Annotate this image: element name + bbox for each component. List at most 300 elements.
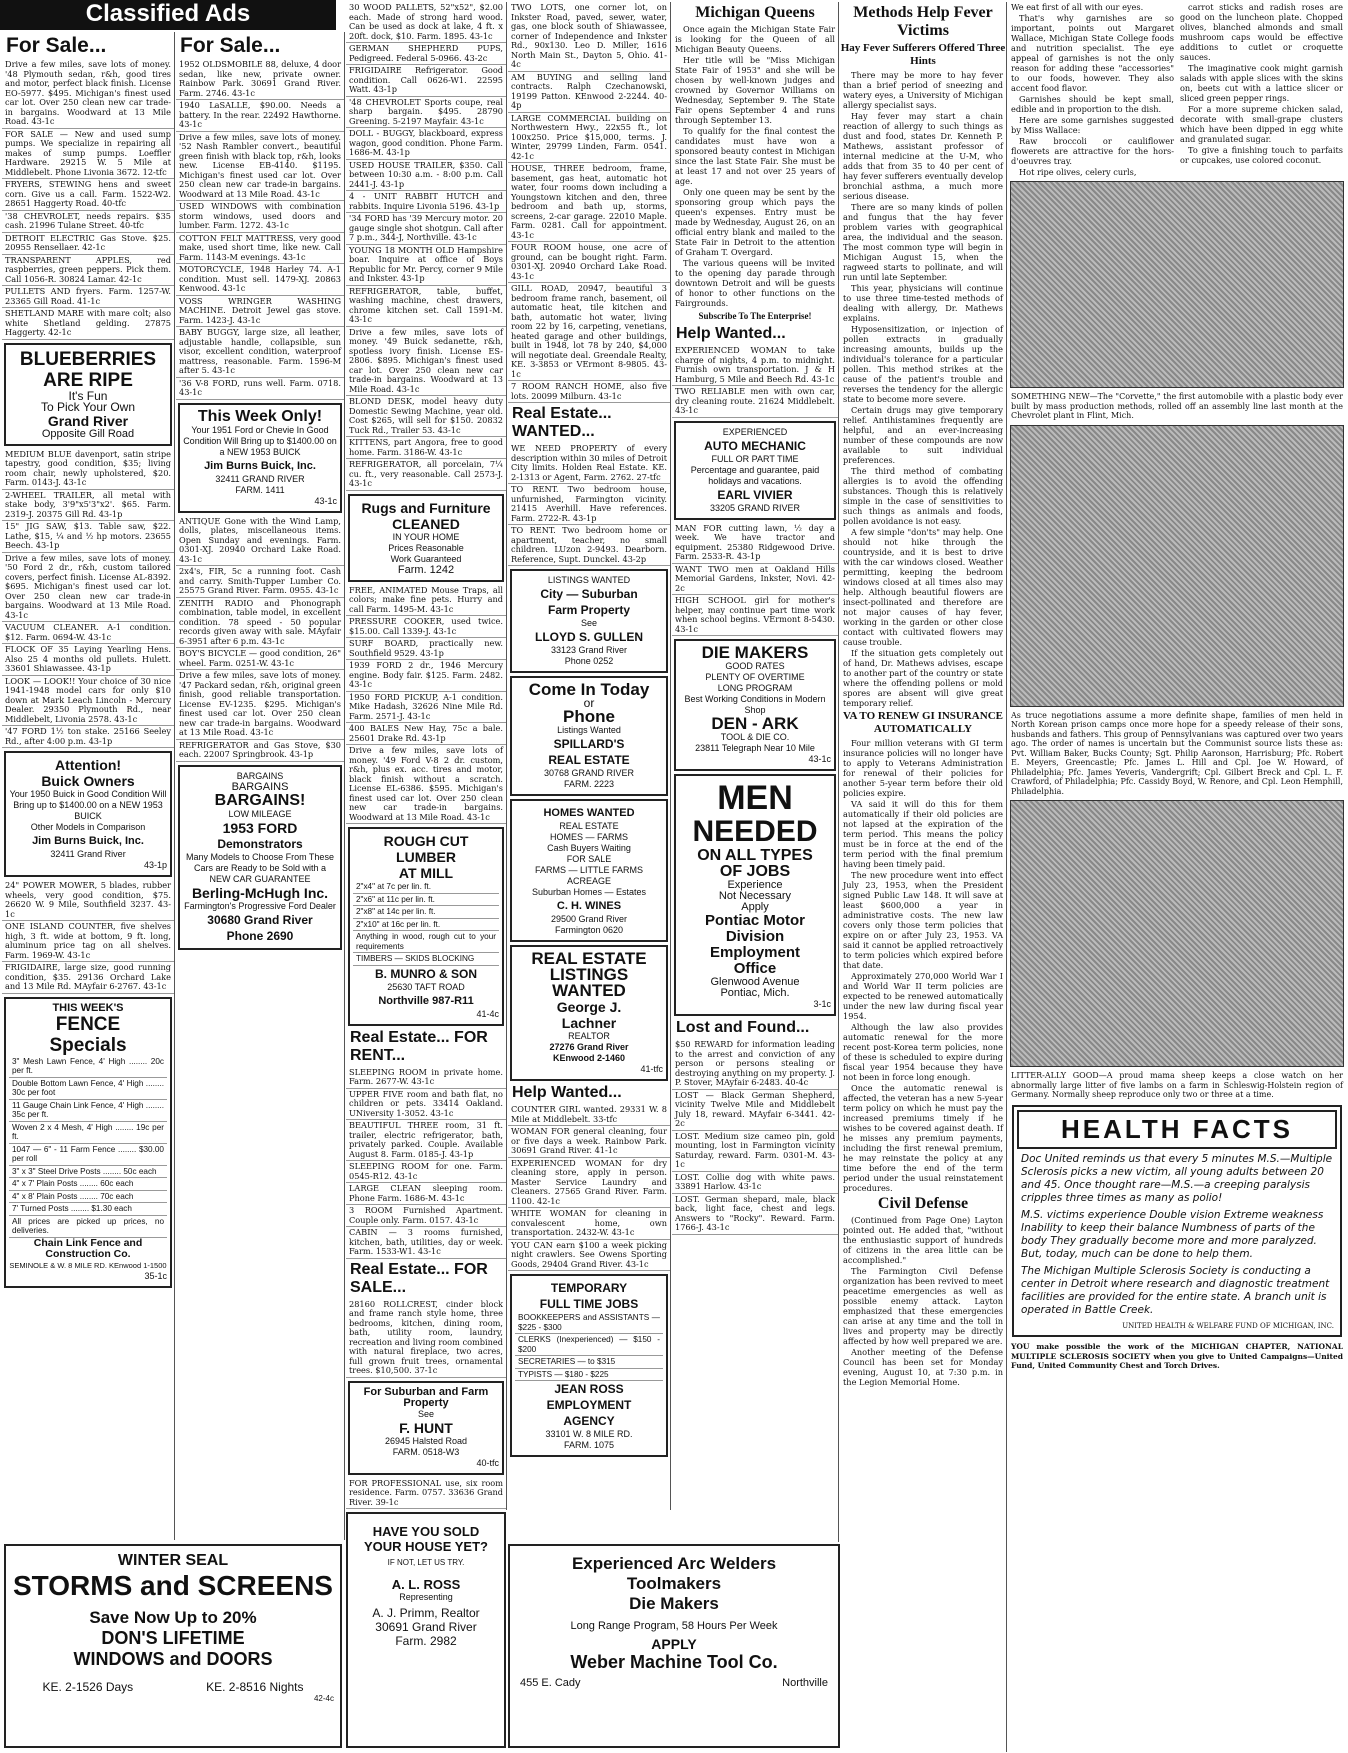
- ad-text: FOR SALE: [566, 854, 612, 864]
- classified-ad: WHITE WOMAN for cleaning in convalescent home, own transportation. 2432-W. 43-1c: [508, 1208, 670, 1240]
- story-paragraph: Hay fever may start a chain reaction of allergy to such things as dust and food, states Dr. Kenneth P. Mathews, assistant professor of internal medicine at the U-M, who adds that from 35 to 40 per cent of hay fever sufferers eventually develop bronchial asthma, a much more serious disease.: [843, 111, 1003, 201]
- story-paragraph: Another meeting of the Defense Council has been set for Monday evening, August 10, at 7:30 p.m. in the Legion Memorial Home.: [843, 1347, 1003, 1387]
- ad-text: 32411 GRAND RIVER: [215, 473, 305, 484]
- ad-headline: BARGAINS!: [214, 791, 306, 809]
- classified-ad: MEDIUM BLUE davenport, satin stripe tapestry, good condition, $35; living room chair, newly upholstered, $20. Farm. 0143-J. 43-1c: [2, 449, 174, 490]
- ad-text: LOW MILEAGE: [228, 808, 292, 819]
- story-body: [672, 24, 838, 308]
- ad-headline: Pontiac Motor: [705, 912, 805, 929]
- ad-list: [176, 516, 344, 762]
- classified-ad: 400 BALES New Hay, 75c a bale. 25601 Drake Rd. 43-1p: [346, 723, 506, 745]
- classified-ad: TO RENT. Two bedroom house, unfurnished, Farmington vicinity. 21415 Averhill. Have references. Farm. 2722-R. 43-1p: [508, 484, 670, 525]
- classified-ad: WOMAN FOR general cleaning, four or five days a week. Rainbow Park. 30691 Grand River. 41-1c: [508, 1126, 670, 1158]
- ad-text: Best Working Conditions in Modern Shop: [684, 694, 826, 715]
- classified-ad: LOST. Medium size cameo pin, gold mounting, lost in Farmington vicinity Saturday, reward. Farm. 0301-M. 43-1c: [672, 1131, 838, 1172]
- classified-ad: FOUR ROOM house, one acre of ground, can be bought right. Farm. 0301-XJ. 20940 Orchard Lake Road. 43-1c: [508, 242, 670, 283]
- ad-headline: MEN: [717, 779, 793, 817]
- ad-text: 30680 Grand River: [207, 912, 313, 927]
- price-item: 7' Turned Posts ........ $1.30 each: [9, 1203, 167, 1216]
- classified-ad: KITTENS, part Angora, free to good home. Farm. 3186-W. 43-1c: [346, 437, 506, 459]
- lachner-listings-ad: [510, 945, 668, 1081]
- ad-code: 42-4c: [313, 1694, 334, 1703]
- classified-ad: 1952 OLDSMOBILE 88, deluxe, 4 door sedan, like new, private owner. Rainbow Park. 30691 Grand River. Farm. 2746. 43-1c: [176, 59, 344, 100]
- ad-text: Glenwood Avenue: [710, 976, 800, 988]
- story-headline: VA TO RENEW GI INSURANCE AUTOMATICALLY: [843, 710, 1003, 735]
- ad-text: 32411 Grand River: [50, 849, 126, 859]
- classified-ad: COUNTER GIRL wanted. 29331 W. 8 Mile at Middlebelt. 33-tfc: [508, 1104, 670, 1126]
- story-paragraph: Once the automatic renewal is affected, the veteran has a new 5-year term policy on which he must pay the increased premiums timely if he wishes to be covered against death. If he misses any premium payments, including the first renewal premium, he may reinstate the policy at any time before the end of the term period under the usual reinstatement procedures.: [843, 1083, 1003, 1193]
- price-item: SECRETARIES — to $315: [515, 1356, 663, 1369]
- health-credit: UNITED HEALTH & WELFARE FUND OF MICHIGAN, INC.: [1122, 1321, 1334, 1330]
- men-needed-ad: [674, 774, 836, 1016]
- ad-code: 43-1p: [143, 860, 167, 870]
- buick-owners-ad: [4, 751, 172, 877]
- section-header-help-wanted: Help Wanted...: [676, 325, 786, 342]
- ad-text: Prices Reasonable: [388, 542, 464, 553]
- classified-ad: '38 CHEVROLET, needs repairs. $35 cash. 21996 Tulane Street. 40-tfc: [2, 211, 174, 233]
- ad-headline: STORMS and SCREENS: [13, 1570, 333, 1601]
- ad-text: Long Range Program, 58 Hours Per Week: [570, 1620, 778, 1632]
- rough-cut-lumber-ad: [348, 827, 504, 1026]
- section-header-real-estate-wanted: Real Estate... WANTED...: [512, 405, 612, 440]
- price-item: Woven 2 x 4 Mesh, 4' High ........ 19c per ft.: [9, 1122, 167, 1144]
- classified-ad: 15" JIG SAW, $13. Table saw, $22. Lathe, $15, ¼ and ½ hp motors. 23655 Beech. 43-1p: [2, 521, 174, 553]
- ad-text: Northville 987-R11: [378, 994, 474, 1007]
- ad-text: Northville: [782, 1677, 828, 1689]
- story-paragraph: Her title will be "Miss Michigan State Fair of 1953" and she will be chosen by well-known judges and crowned by Governor Williams on Wednesday, September 9. The State Fair opens September 4 and runs through September 13.: [675, 55, 835, 125]
- story-headline: Methods Help Fever Victims: [853, 4, 993, 39]
- story-paragraph: A few simple "don'ts" may help. One should not hike through the countryside, and it is best to drive with the car windows closed. Weather permitting, keeping the bedroom windows closed at all times also may help. Although beautiful flowers are insect-pollinated and therefore are not major causes of hay fever, working in the garden or other close contact with cultivated flowers may cause trouble.: [843, 527, 1003, 647]
- ad-text: 30691 Grand River: [375, 1620, 477, 1634]
- ad-text: Suburban Homes — Estates: [531, 887, 647, 897]
- classified-ad: GILL ROAD, 20947, beautiful 3 bedroom frame ranch, basement, oil automatic heat, tile kitchen and bath, automatic hot water, living room 22 by 16, carpeting, venetians, heated garage and other buildings, built in 1948, lot 78 by 240, $4,000 will negotiate deal. Greendale Realty, KE. 3-3853 or VErmont 8-9805. 43-1c: [508, 283, 670, 381]
- ad-text: C. H. WINES: [556, 900, 622, 912]
- classified-ad: FREE, ANIMATED Mouse Traps, all colors; make fine pets. Hurry and call Farm. 1495-M. 43-1c: [346, 585, 506, 617]
- ad-headline: Weber Machine Tool Co.: [570, 1652, 778, 1672]
- corvette-photo: [1010, 181, 1344, 388]
- die-makers-ad: [674, 639, 836, 771]
- classified-ad: PULLETS AND fryers. Farm. 1257-W. 23365 Gill Road. 41-1c: [2, 286, 174, 308]
- ad-text: LONG PROGRAM: [717, 683, 793, 693]
- ad-headline: Division: [725, 928, 785, 945]
- ad-text: REAL ESTATE: [548, 753, 630, 767]
- ad-list: [346, 2, 506, 491]
- wines-homes-ad: [510, 799, 668, 942]
- story-paragraph: If the situation gets completely out of hand, Dr. Mathews advises, escape to another part of the country or state where the offending pollens or mold spores are absent will give great temporary relief.: [843, 648, 1003, 708]
- ad-list: [672, 523, 838, 637]
- story-paragraph: The third method of combating allergies is to avoid the offending substances. Though this is relatively simple in the case of sensitivities to such things as animals and foods, pollen avoidance is not easy.: [843, 466, 1003, 526]
- classified-ad: TO RENT. Two bedroom home or apartment, teacher, no small children. LUzon 2-9493. Dearborn. Reference, Supt. Dunckel. 43-2p: [508, 525, 670, 566]
- ad-headline: CLEANED: [392, 515, 460, 532]
- masthead-title: Classified Ads: [85, 0, 251, 27]
- ad-list: [346, 1299, 506, 1378]
- ad-text: AGENCY: [563, 1414, 615, 1428]
- classified-ad: VACUUM CLEANER. A-1 condition. $12. Farm. 0694-W. 43-1c: [2, 622, 174, 644]
- ad-list: [2, 449, 174, 749]
- health-text: M.S. victims experience Double vision Extreme weakness Inability to keep their balance Numbness of parts of the body They gradually become more and more paralyzed. But, today, much can be done to help them.: [1021, 1208, 1324, 1260]
- ad-text: Your 1950 Buick in Good Condition Will Bring up to $1400.00 on a NEW 1953 BUICK: [9, 789, 167, 821]
- classified-ad: MAN FOR cutting lawn, ½ day a week. We have tractor and equipment. 25380 Ridgewood Drive. Farm. 2533-R. 43-1p: [672, 523, 838, 564]
- column-1: [2, 32, 175, 1540]
- ad-code: 35-1c: [144, 1270, 167, 1281]
- ad-text: PLENTY OF OVERTIME: [705, 672, 805, 682]
- ad-text: Cash Buyers Waiting: [547, 843, 631, 853]
- story-paragraph: Once again the Michigan State Fair is looking for the Queen of all Michigan Beauty Queens.: [675, 24, 835, 54]
- classified-ad: ANTIQUE Gone with the Wind Lamp, dolls, plates, miscellaneous items. Open Sunday and evenings. Farm. 0301-XJ. 20940 Orchard Lake Road. 43-1c: [176, 516, 344, 567]
- ad-headline: FENCE: [55, 1013, 121, 1035]
- ad-headline: Employment: [709, 944, 800, 961]
- story-text: We eat first of all with our eyes.: [1011, 2, 1144, 12]
- ad-code: 3-1c: [813, 999, 831, 1009]
- ad-headline: YOUR HOUSE YET?: [363, 1539, 488, 1554]
- ad-text: SPILLARD'S: [553, 737, 625, 751]
- blueberries-ad: [4, 343, 172, 446]
- story-paragraph: (Continued from Page One) Layton pointed out. He added that, "without the enthusiastic support of hundreds of citizens in the area little can be accomplished.": [843, 1215, 1003, 1265]
- price-item: 4" x 7' Plain Posts ........ 60c each: [9, 1178, 167, 1191]
- classified-ad: ONE ISLAND COUNTER, five shelves high, 3 ft. wide at bottom, 9 ft. long, aluminum price tag on all shelves. Farm. 1969-W. 43-1c: [2, 921, 174, 962]
- ad-text: 26945 Halsted Road: [384, 1435, 468, 1446]
- story-headline: Michigan Queens: [695, 4, 815, 21]
- classified-ad: 3 ROOM Furnished Apartment. Couple only. Farm. 0157. 43-1c: [346, 1205, 506, 1227]
- classified-ad: BABY BUGGY, large size, all leather, adjustable handle, collapsible, sun visor, excellent condition, waterproof mattress, reasonable. Farm. 1596-M after 5. 43-1c: [176, 327, 344, 378]
- section-header-for-sale: For Sale...: [6, 34, 107, 57]
- photo-caption: LITTER-ALLY GOOD—A proud mama sheep keeps a close watch on her abnormally large litter of five lambs on a farm in Schleswig-Holstein region of Germany. Normally sheep reproduce only two or three at a time.: [1011, 1071, 1343, 1099]
- ad-text: REALTOR: [568, 1031, 610, 1041]
- story-paragraph: carrot sticks and radish roses are good on the luncheon plate. Chopped olives, blanched almonds and small mushroom caps would be effective additions to cutlet or croquette sauces.: [1180, 2, 1343, 62]
- classified-ad: 2-WHEEL TRAILER, all metal with stake body, 3'9"x5'3"x2'. $65. Farm. 2319-J. 20375 Gill Rd. 43-1p: [2, 490, 174, 522]
- section-header-real-estate-for-rent: Real Estate... FOR RENT...: [350, 1028, 488, 1064]
- classified-ad: EXPERIENCED WOMAN to take charge of nights, 4 p.m. to midnight. Furnish own transportation. J & H Hamburg, 5 Mile and Beech Rd. 43-1c: [672, 345, 838, 386]
- story-paragraph: There are so many kinds of pollen and fungus that the hay fever problem varies with geographical area, the individual and the season. The most common type will begin in Michigan August 15, when the ragweed starts to pollinate, and will run until late September.: [843, 202, 1003, 282]
- classified-ad: '34 FORD has '39 Mercury motor. 20 gauge single shot shotgun. Call after 7 p.m., 344-J, Northville. 43-1c: [346, 213, 506, 245]
- health-text: The Michigan Multiple Sclerosis Society is conducting a center in Detroit where research and diagnostic treatment facilities are provided for the entire state. A branch unit is operated in Battle Creek.: [1021, 1264, 1330, 1316]
- ad-list: [346, 1478, 506, 1510]
- story-paragraph: The various queens will be invited to the opening day parade through downtown Detroit and will be guests of honor to other functions on the Fairgrounds.: [675, 258, 835, 308]
- health-facts-title: HEALTH FACTS: [1017, 1110, 1337, 1149]
- prisoners-photo: [1010, 425, 1344, 707]
- classified-ad: TWO LOTS, one corner lot, on Inkster Road, paved, sewer, water, gas, one block south of Shiawassee, corner of Independence and Inkster Rd., 90x130. Leo D. Miller, 1616 North Main St., Dayton 5, Ohio. 41-4c: [508, 2, 670, 72]
- classified-ad: TWO RELIABLE men with own car, dry cleaning route. 21624 Middlebelt. 43-1c: [672, 386, 838, 418]
- column-2: [176, 32, 345, 1540]
- ad-code: 41-4c: [476, 1008, 499, 1019]
- ad-text: 25630 TAFT ROAD: [387, 981, 465, 992]
- story-paragraph: Here are some garnishes suggested by Miss Wallace:: [1011, 115, 1174, 135]
- ad-text: 455 E. Cady: [520, 1677, 581, 1689]
- ad-text: Save Now Up to 20%: [89, 1608, 257, 1627]
- story-paragraph: Approximately 270,000 World War I and World War II term policies are expected to be renewed automatically under the new law during fiscal year 1954.: [843, 971, 1003, 1021]
- ad-headline: Office: [733, 960, 777, 977]
- ad-text: B. MUNRO & SON: [375, 966, 477, 981]
- ad-text: KE. 2-1526 Days: [42, 1680, 134, 1694]
- ad-headline: 1953 FORD: [222, 819, 298, 836]
- ad-text: HOMES WANTED: [543, 807, 635, 819]
- ad-code: 40-tfc: [476, 1457, 499, 1468]
- health-facts-panel: [1012, 1105, 1342, 1338]
- classified-ad: Drive a few miles, save lots of money. '49 Buick sedanette, r&h, spotless ivory finish. License ES-2806. $895. Michigan's finest used car lot. Over 250 clean new car trade-in bargains. Woodward at 13 Mile Road. 43-1c: [346, 327, 506, 397]
- classified-ad: HOUSE, THREE bedroom, frame, basement, gas heat, automatic hot water, four rooms down including a Youngstown kitchen and den, three bedroom and bath up, storms, screens, 2-car garage. 22010 Maple. Farm. 0281. Call for appointment. 43-1c: [508, 163, 670, 242]
- ad-text: Not Necessary: [718, 890, 792, 902]
- price-item: BOOKKEEPERS and ASSISTANTS — $225 - $300: [515, 1312, 663, 1334]
- classified-ad: Drive a few miles, save lots of money. '50 Ford 2 dr., r&h, custom tailored covers, perfect finish. License AL-8392. $695. Michigan's finest used car lot. Over 250 clean new car trade-in bargains. Woodward at 13 Mile Road. 43-1c: [2, 553, 174, 623]
- ad-text: To Pick Your Own: [40, 399, 136, 414]
- ad-text: 33101 W. 8 MILE RD.: [545, 1429, 633, 1439]
- ad-text: Phone 2690: [226, 928, 294, 943]
- ad-text: FULL OR PART TIME: [711, 453, 799, 464]
- ad-text: See: [417, 1408, 434, 1419]
- this-week-only-ad: [178, 403, 342, 513]
- ad-text: EARL VIVIER: [717, 487, 793, 502]
- classified-ad: DETROIT ELECTRIC Gas Stove. $25. 20955 Rensellaer. 42-1c: [2, 233, 174, 255]
- ad-headline: TEMPORARY: [550, 1281, 628, 1295]
- ad-text: Farm. 1242: [397, 563, 455, 576]
- classified-ad: 2x4's, FIR, 5c a running foot. Cash and carry. Smith-Tupper Lumber Co. 25575 Grand River. Farm. 0955. 43-1c: [176, 566, 344, 598]
- ad-code: 43-1c: [808, 754, 831, 764]
- classified-ad: SLEEPING ROOM in private home. Farm. 2677-W. 43-1c: [346, 1067, 506, 1089]
- ad-headline: OF JOBS: [719, 863, 791, 880]
- ad-list: [176, 59, 344, 400]
- ad-text: TOOL & DIE CO.: [720, 732, 790, 742]
- classified-ad: LARGE COMMERCIAL building on Northwestern Hwy., 22x55 ft., lot 100x250. Price $15,000, terms. J. Winter, 29799 Linden, Farm. 0541. 42-1c: [508, 113, 670, 164]
- ad-headline: BLUEBERRIES: [19, 348, 157, 370]
- price-item: 4" x 8' Plain Posts ........ 70c each: [9, 1191, 167, 1204]
- ad-headline: Buick Owners: [41, 773, 135, 789]
- story-paragraph: Garnishes should be kept small, edible and in proportion to the dish.: [1011, 94, 1174, 114]
- ad-headline: Attention!: [54, 757, 122, 773]
- ad-headline: Phone: [563, 707, 615, 726]
- ad-list: [346, 585, 506, 825]
- classified-ad: SURF BOARD, practically new. Southfield 9529. 43-1p: [346, 638, 506, 660]
- classified-ad: FRYERS, STEWING hens and sweet corn. Give us a call. Farm. 1522-W2. 28651 Haggerty Road. 40-tfc: [2, 179, 174, 211]
- classified-ad: CABIN — 3 rooms furnished, kitchen, bath, utilities, day or week. Farm. 1533-W1. 43-1c: [346, 1227, 506, 1259]
- ad-text: Phone 0252: [564, 656, 614, 666]
- classified-ad: FOR SALE — New and used sump pumps. We specialize in repairing all makes of sump pumps. Loeffler Hardware. 29215 W. 5 Mile at Middlebelt. Phone Livonia 3672. 12-tfc: [2, 129, 174, 180]
- ad-headline: Die Makers: [629, 1594, 719, 1613]
- ad-text: Farm Property: [547, 603, 631, 617]
- classified-ad: AM BUYING and selling land contracts. Ralph Czechanowski, 19199 Patton. KEnwood 2-2244. 40-4p: [508, 72, 670, 113]
- column-7: [1008, 2, 1346, 1752]
- ad-text: THIS WEEK'S: [52, 1001, 124, 1014]
- rugs-cleaned-ad: [348, 494, 504, 582]
- classified-ad: ZENITH RADIO and Phonograph combination, table model, in excellent condition. 78 speed - 50 popular records given away with sale. MAyfair 6-3951 after 6 p.m. 43-1c: [176, 598, 344, 649]
- ad-headline: WINDOWS and DOORS: [73, 1649, 273, 1669]
- classified-ad: LOST. German shepard, male, black back, light face, chest and legs. Answers to "Rocky". Reward. Farm. 1766-J. 43-1c: [672, 1194, 838, 1235]
- ad-headline: AUTO MECHANIC: [704, 438, 806, 453]
- price-item: 3" x 3" Steel Drive Posts ........ 50c each: [9, 1166, 167, 1179]
- column-3: [346, 2, 507, 1510]
- ad-text: 27276 Grand River: [549, 1042, 629, 1052]
- bargains-ad: [178, 765, 342, 950]
- ad-headline: DIE MAKERS: [701, 643, 809, 662]
- ad-headline: FULL TIME JOBS: [539, 1297, 639, 1311]
- photo-caption: As truce negotiations assume a more definite shape, families of men held in North Korean prison camps once more hope for a speedy release of their sons, husbands and fathers. This group of Pennsylvanians was captured over two years ago. The order of names is uncertain but the Communist source lists these as: Pvt. William Baker, Bucks County; Sgt. Philip Aaronson, Harrisburg; Pfc. Robert E. Meyers, Greencastle; Pfc. James L. Hill and Cpl. Joe W. Howard, of Philadelphia; Pfc. James Yeveris, Vandergrift; Cpl. Gilbert Breck and Cpl. L. F. Crawford, of Philadelphia; Pfc. Cassidy Boyd, W. Renore, and Cpl. Leon Hemphill, Philadelphia.: [1011, 710, 1343, 796]
- storms-screens-ad: [4, 1544, 342, 1748]
- ad-text: FARM. 0518-W3: [392, 1446, 460, 1457]
- ad-text: 29500 Grand River: [550, 914, 628, 924]
- garnish-story: [1008, 2, 1346, 178]
- spillard-real-estate-ad: [510, 676, 668, 796]
- ad-headline: AT MILL: [398, 865, 454, 881]
- classified-ad: WANT TWO men at Oakland Hills Memorial Gardens, Inkster, Novi. 42-2c: [672, 564, 838, 596]
- fence-specials-ad: [4, 997, 172, 1288]
- classified-ad: 24" POWER MOWER, 5 blades, rubber wheels, very good condition, $75. 26620 W. 9 Mile, Southfield 3237. 43-1c: [2, 880, 174, 921]
- classified-ad: 4 - UNIT RABBIT HUTCH and rabbits. Inquire Livonia 5196. 43-1p: [346, 191, 506, 213]
- health-footer: YOU make possible the work of the MICHIGAN CHAPTER, NATIONAL MULTIPLE SCLEROSIS SOCIETY when you give to United Campaigns—United Fund, United Community Chest and Torch Drives.: [1011, 1342, 1343, 1370]
- classified-ad: '47 FORD 1½ ton stake. 25166 Seeley Rd., after 4:00 p.m. 43-1p: [2, 726, 174, 748]
- ad-text: Pontiac, Mich.: [720, 987, 790, 999]
- ad-headline: Specials: [49, 1034, 127, 1056]
- ad-text: NEW CAR GUARANTEE: [209, 873, 311, 884]
- ad-text: Chain Link Fence and Construction Co.: [33, 1236, 143, 1260]
- classified-ad: UPPER FIVE room and bath flat, no children or pets. 33414 Oakland. UNiversity 1-3052. 43-1c: [346, 1089, 506, 1121]
- classified-ad: GERMAN SHEPHERD PUPS, Pedigreed. Federal 5-0966. 43-2c: [346, 43, 506, 65]
- ad-text: See: [580, 618, 597, 628]
- ad-text: Your 1951 Ford or Chevie In Good Condition Will Bring up to $1400.00 on a NEW 1953 BUICK: [183, 424, 337, 457]
- classified-ad: BOY'S BICYCLE — good condition, 26" wheel. Farm. 0251-W. 43-1c: [176, 648, 344, 670]
- ad-text: Farmington 0620: [554, 925, 624, 935]
- story-paragraph: Hot ripe olives, celery curls,: [1019, 167, 1137, 177]
- ad-headline: LUMBER: [396, 849, 456, 865]
- story-paragraph: Raw broccoli or cauliflower flowerets are attractive for the hors-d'oeuvres tray.: [1011, 136, 1174, 166]
- ad-list: [672, 1039, 838, 1235]
- ad-headline: WINTER SEAL: [117, 1552, 229, 1569]
- section-header-real-estate-for-sale: Real Estate... FOR SALE...: [350, 1260, 488, 1296]
- ad-headline: Toolmakers: [626, 1574, 722, 1593]
- ad-text: 33123 Grand River: [550, 645, 628, 655]
- classified-ad: YOUNG 18 MONTH OLD Hampshire boar. Inquire at office of Boys Republic for Mr. Percy, corner 9 Mile and Inkster. 43-1p: [346, 245, 506, 286]
- ad-text: REAL ESTATE: [559, 821, 619, 831]
- ad-list: [508, 443, 670, 566]
- story-paragraph: To qualify for the final contest the candidates must have won a sponsored beauty contest in Michigan since the last State Fair. She must be at least 17 and not over 25 years of age.: [675, 126, 835, 186]
- story-paragraph: This year, physicians will continue to use three time-tested methods of dealing with allergy, Dr. Mathews explains.: [843, 283, 1003, 323]
- classified-ad: BLOND DESK, model heavy duty Domestic Sewing Machine, year old. Cost $265, will sell for $150. 20832 Tuck Rd., Trailer 53. 43-1c: [346, 396, 506, 437]
- ad-headline: Grand River: [47, 412, 129, 429]
- ad-list: [508, 2, 670, 403]
- ad-headline: NEEDED: [692, 815, 818, 848]
- ad-code: 43-1c: [314, 495, 337, 506]
- classified-ad: PRESSURE COOKER, used twice. $15.00. Call 1339-J. 43-1c: [346, 616, 506, 638]
- ad-text: or: [583, 696, 595, 710]
- ad-text: KEnwood 2-1460: [552, 1053, 626, 1063]
- classified-ad: DOLL - BUGGY, blackboard, express wagon, good condition. Phone Farm. 1686-M. 43-1p: [346, 128, 506, 160]
- classified-ad: Drive a few miles, save lots of money. '47 Packard sedan, r&h, original green finish, good reliable transportation. License EV-1235. $295. Michigan's finest used car lot. Over 250 clean new car trade-in bargains. Woodward at 13 Mile Road. 43-1c: [176, 670, 344, 740]
- ad-list: [672, 345, 838, 418]
- ad-list: [2, 59, 174, 340]
- ad-headline: WANTED: [552, 981, 626, 1000]
- weber-machine-ad: [508, 1544, 840, 1748]
- ad-text: ACREAGE: [566, 876, 611, 886]
- classified-ad: REFRIGERATOR, table, buffet, washing machine, chest drawers, chrome kitchen set. Call 1591-M. 43-1c: [346, 286, 506, 327]
- ad-text: EXPERIENCED: [722, 426, 788, 437]
- price-item: TIMBERS — SKIDS BLOCKING: [353, 953, 499, 966]
- price-item: 2"x8" at 14c per lin. ft.: [353, 906, 499, 919]
- ad-text: Opposite Gill Road: [41, 427, 135, 440]
- ad-headline: ROUGH CUT: [383, 833, 469, 849]
- ad-text: Farmington's Progressive Ford Dealer: [184, 900, 336, 911]
- ad-headline: LISTINGS: [549, 965, 629, 984]
- price-item: 11 Gauge Chain Link Fence, 4' High ........ 35c per ft.: [9, 1100, 167, 1122]
- auto-mechanic-ad: [674, 421, 836, 520]
- ad-text: Apply: [741, 901, 769, 913]
- story-body: [840, 1215, 1006, 1387]
- ad-text: KE. 2-8516 Nights: [206, 1680, 304, 1694]
- story-headline: Civil Defense: [877, 1195, 969, 1212]
- ad-text: For Suburban and Farm Property: [363, 1385, 489, 1409]
- sheep-photo: [1010, 800, 1344, 1067]
- ad-list: [508, 1104, 670, 1271]
- ad-text: FARMS — LITTLE FARMS: [534, 865, 644, 875]
- classified-ad: Drive a few miles, save lots of money. '52 Nash Rambler convert., beautiful green finish with black top, r&h, looks new. License EB-4140. $1195. Michigan's finest used car lot. Over 250 clean new car trade-in bargains. Woodward at 13 Mile Road. 43-1c: [176, 132, 344, 202]
- classified-ad: WE NEED PROPERTY of every description within 30 miles of Detroit City limits. Holden Real Estate. KE. 2-1313 or Agent, Farm. 2762. 27-tfc: [508, 443, 670, 484]
- story-paragraph: Certain drugs may give temporary relief. Antihistamines frequently are helpful, and an ever-increasing number of these compounds are now available to suit individual preferences.: [843, 405, 1003, 465]
- ad-text: City — Suburban: [540, 587, 638, 601]
- ad-text: It's Fun: [68, 388, 108, 403]
- classified-ad: SHETLAND MARE with mare colt; also white Shetland gelding. 27875 Haggerty. 42-1c: [2, 308, 174, 340]
- classified-ad: 30 WOOD PALLETS, 52"x52", $2.00 each. Made of strong hard wood. Can be used as dock at lake, 4 ft. x 20ft. dock, $10. Farm. 1895. 43-1c: [346, 2, 506, 43]
- classified-ad: 28160 ROLLCREST, cinder block and frame ranch style home, three bedrooms, kitchen, dining room, bath, utility room, laundry, recreation and living room combined with natural fireplace, two acres, full grown fruit trees, ornamental trees. $10,500. 37-1c: [346, 1299, 506, 1378]
- ad-text: Representing: [399, 1592, 453, 1602]
- ad-text: APPLY: [651, 1636, 697, 1652]
- ad-headline: REAL ESTATE: [531, 949, 647, 968]
- story-paragraph: To give a finishing touch to parfaits or cupcakes, use colored coconut.: [1180, 145, 1343, 165]
- photo-caption: SOMETHING NEW—The "Corvette," the first automobile with a plastic body ever built by mass production methods, rolled off an assembly line last month at the Chevrolet plant in Flint, Mich.: [1011, 392, 1343, 420]
- ad-text: 30768 GRAND RIVER: [543, 768, 635, 778]
- ad-headline: Berling-McHugh Inc.: [191, 884, 329, 901]
- story-body: [840, 70, 1006, 708]
- classified-ad: LOOK — LOOK!! Your choice of 30 nice 1941-1948 model cars for only $10 down at Mark Leach Lincoln - Mercury Dealer. 29350 Plymouth Rd., near Middlebelt, Livonia 2578. 43-1c: [2, 676, 174, 727]
- classified-ad: YOU CAN earn $100 a week picking night crawlers. See Owens Sporting Goods, 29404 Grand River. 43-1c: [508, 1240, 670, 1272]
- ad-list: [2, 880, 174, 994]
- ad-headline: Lachner: [561, 1015, 617, 1031]
- story-paragraph: Although the law also provides automatic renewal for the more recent post-Korea term policies, none of these is scheduled to expire during fiscal year 1954 because they have not been in force long enough.: [843, 1022, 1003, 1082]
- ad-headline: DON'S LIFETIME: [101, 1628, 245, 1648]
- ad-headline: Experienced Arc Welders: [571, 1554, 777, 1573]
- ad-headline: Come In Today: [528, 680, 650, 699]
- story-subheadline: Hay Fever Sufferers Offered Three Hints: [840, 42, 1006, 67]
- ad-headline: ON ALL TYPES: [697, 847, 813, 864]
- ad-text: HOMES — FARMS: [549, 832, 628, 842]
- ad-text: Many Models to Choose From These Cars are Ready to be Sold with a: [186, 851, 334, 873]
- classified-ad: COTTON FELT MATTRESS, very good make, used short time, like new. Call Farm. 1143-M evenings. 43-1c: [176, 233, 344, 265]
- ad-text: Farm. 2982: [395, 1634, 457, 1648]
- price-item: 2"x4" at 7c per lin. ft.: [353, 881, 499, 894]
- jean-ross-jobs-ad: [510, 1274, 668, 1457]
- ad-text: FARM. 1075: [563, 1440, 615, 1450]
- classified-ad: FRIGIDAIRE Refrigerator. Good condition. Call 0626-W1. 22595 Watt. 43-1p: [346, 65, 506, 97]
- suburban-farm-property-ad: [348, 1381, 504, 1475]
- price-item: Double Bottom Lawn Fence, 4' High ........ 30c per foot: [9, 1078, 167, 1100]
- classified-ad: HIGH SCHOOL girl for mother's helper, may continue part time work when school begins. VErmont 8-5430. 43-1c: [672, 595, 838, 636]
- story-paragraph: For a more supreme chicken salad, decorate with small-grape clusters which have been dipped in egg white and granulated sugar.: [1180, 104, 1343, 144]
- price-item: 2"x10" at 16c per lin. ft.: [353, 919, 499, 932]
- price-item: Anything in wood, rough cut to your requirements: [353, 931, 499, 953]
- ad-text: SEMINOLE & W. 8 MILE RD. KEnwood 1-1500: [9, 1260, 167, 1270]
- ad-text: Jim Burns Buick, Inc.: [32, 835, 144, 847]
- masthead-banner: [0, 0, 336, 30]
- ad-text: 33205 GRAND RIVER: [709, 502, 801, 513]
- story-paragraph: The imaginative cook might garnish salads with apple slices with the skins on, beets cut with a lattice slicer or sliced green pepper rings.: [1180, 63, 1343, 103]
- column-6: [840, 2, 1007, 1752]
- story-paragraph: VA said it will do this for them automatically if their old policies are not lapsed at the expiration of the term period. This means the policy must be in force at the end of the term period with the final premium having been timely paid.: [843, 799, 1003, 869]
- classified-ad: FOR PROFESSIONAL use, six room residence. Farm. 0757. 33636 Grand River. 39-1c: [346, 1478, 506, 1510]
- ad-text: Percentage and guarantee, paid holidays and vacations.: [690, 464, 820, 486]
- classified-ad: Drive a few miles, save lots of money. '48 Plymouth sedan, r&h, good tires and motor, perfect black finish. License EO-5977. $495. Michigan's finest used car lot. Over 250 clean new car trade-in bargains. Woodward at 13 Mile Road. 43-1c: [2, 59, 174, 129]
- section-header-lost-and-found: Lost and Found...: [676, 1019, 810, 1036]
- classified-ad: SLEEPING ROOM for one. Farm. 0545-R12. 43-1c: [346, 1161, 506, 1183]
- classified-ad: BEAUTIFUL THREE room, 31 ft. trailer, electric refrigerator, bath, privately parked. Couple. Available August 8. Farm. 0185-J. 43-1p: [346, 1120, 506, 1161]
- price-item: 3" Mesh Lawn Fence, 4' High ........ 20c per ft.: [9, 1056, 167, 1078]
- ad-text: IN YOUR HOME: [392, 531, 460, 542]
- column-5: [672, 2, 839, 1542]
